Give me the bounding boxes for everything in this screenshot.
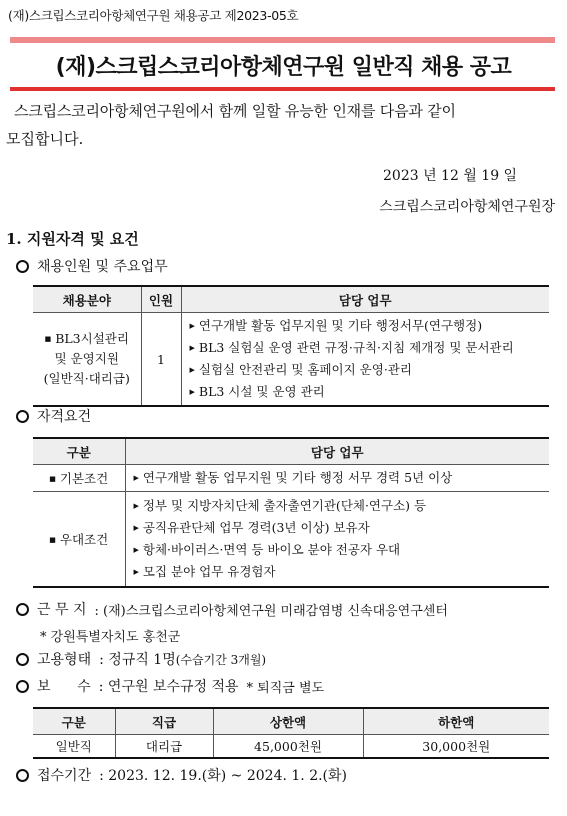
table-header: 구분 bbox=[33, 438, 125, 465]
employment-value: : 정규직 1명 bbox=[99, 652, 176, 668]
period-value: : 2023. 12. 19.(화) ~ 2024. 1. 2.(화) bbox=[99, 768, 348, 784]
intro-text-line1: 스크립스코리아항체연구원에서 함께 일할 유능한 인재를 다음과 같이 bbox=[14, 102, 456, 120]
basic-condition-label: ■ 기본조건 bbox=[33, 465, 125, 492]
circle-bullet-icon bbox=[16, 260, 29, 273]
page-title: (재)스크립스코리아항체연구원 일반직 채용 공고 bbox=[55, 55, 512, 80]
list-item: ▶ 항체·바이러스·면역 등 바이오 분야 전공자 우대 bbox=[134, 539, 550, 561]
table-header: 구분 bbox=[33, 708, 115, 735]
field-line: BL3시설관리 bbox=[55, 331, 129, 346]
list-item: ▶ 실험실 안전관리 및 홈페이지 운영·관리 bbox=[190, 359, 550, 381]
salary-value: : 연구원 보수규정 적용 bbox=[98, 679, 239, 695]
recruitment-table bbox=[33, 285, 549, 407]
signer: 스크립스코리아항체연구원장 bbox=[379, 199, 555, 215]
subsection-recruitment bbox=[16, 256, 168, 276]
workplace-note: * 강원특별자치도 홍천군 bbox=[40, 630, 181, 645]
circle-bullet-icon bbox=[16, 410, 29, 423]
title-top-bar bbox=[10, 37, 555, 43]
salary-line bbox=[16, 676, 324, 696]
duties-cell bbox=[181, 313, 549, 407]
section-heading-qualifications: 1. 지원자격 및 요건 bbox=[6, 230, 139, 248]
list-item: ▶ 연구개발 활동 업무지원 및 기타 행정서무(연구행정) bbox=[190, 315, 550, 337]
table-header: 담당 업무 bbox=[125, 438, 549, 465]
preferred-condition-cell bbox=[125, 492, 549, 588]
square-bullet-icon: ■ bbox=[44, 335, 52, 343]
circle-bullet-icon bbox=[16, 653, 29, 666]
table-header: 하한액 bbox=[363, 708, 549, 735]
table-header: 직급 bbox=[115, 708, 213, 735]
basic-condition-cell bbox=[125, 465, 549, 492]
workplace-line bbox=[16, 599, 448, 619]
list-item: ▶ BL3 실험실 운영 관련 규정·규칙·지침 제개정 및 문서관리 bbox=[190, 337, 550, 359]
table-header: 담당 업무 bbox=[181, 286, 549, 313]
field-line: 및 운영지원 bbox=[54, 351, 119, 366]
salary-label: 보 수 bbox=[37, 679, 91, 695]
table-cell: 45,000천원 bbox=[213, 735, 363, 758]
circle-bullet-icon bbox=[16, 680, 29, 693]
table-header: 상한액 bbox=[213, 708, 363, 735]
application-period-line bbox=[16, 765, 347, 785]
announcement-date: 2023 년 12 월 19 일 bbox=[383, 168, 518, 184]
square-bullet-icon: ■ bbox=[49, 536, 56, 544]
list-item: ▶ BL3 시설 및 운영 관리 bbox=[190, 381, 550, 403]
table-cell: 대리급 bbox=[115, 735, 213, 758]
table-cell: 일반직 bbox=[33, 735, 115, 758]
employment-type-line bbox=[16, 649, 266, 669]
workplace-value: : (재)스크립스코리아항체연구원 미래감염병 신속대응연구센터 bbox=[94, 603, 448, 619]
table-cell: 30,000천원 bbox=[363, 735, 549, 758]
list-item: ▶ 연구개발 활동 업무지원 및 기타 행정 서무 경력 5년 이상 bbox=[134, 467, 550, 489]
table-header: 채용분야 bbox=[33, 286, 141, 313]
document-number: (재)스크립스코리아항체연구원 채용공고 제2023-05호 bbox=[8, 8, 299, 23]
employment-note: (수습기간 3개월) bbox=[175, 652, 267, 667]
subsection-requirements bbox=[16, 406, 91, 426]
preferred-condition-label: ■ 우대조건 bbox=[33, 492, 125, 588]
list-item: ▶ 공직유관단체 업무 경력(3년 이상) 보유자 bbox=[134, 517, 550, 539]
subsection-label: 자격요건 bbox=[37, 409, 92, 425]
recruit-field-cell bbox=[33, 313, 141, 407]
requirements-table bbox=[33, 437, 549, 588]
salary-note: * 퇴직금 별도 bbox=[246, 680, 325, 696]
period-label: 접수기간 bbox=[37, 768, 92, 784]
subsection-label: 채용인원 및 주요업무 bbox=[37, 259, 168, 275]
list-item: ▶ 모집 분야 업무 유경험자 bbox=[134, 561, 550, 583]
employment-label: 고용형태 bbox=[37, 652, 92, 668]
salary-table bbox=[33, 707, 549, 759]
title-bottom-bar bbox=[10, 87, 555, 91]
table-header: 인원 bbox=[141, 286, 181, 313]
workplace-label: 근 무 지 bbox=[37, 602, 87, 618]
square-bullet-icon: ■ bbox=[49, 475, 56, 483]
list-item: ▶ 정부 및 지방자치단체 출자출연기관(단체·연구소) 등 bbox=[134, 495, 550, 517]
field-line: (일반직·대리급) bbox=[43, 371, 130, 386]
intro-text-line2: 모집합니다. bbox=[6, 130, 84, 148]
circle-bullet-icon bbox=[16, 769, 29, 782]
circle-bullet-icon bbox=[16, 603, 29, 616]
recruit-count-cell: 1 bbox=[141, 313, 181, 407]
